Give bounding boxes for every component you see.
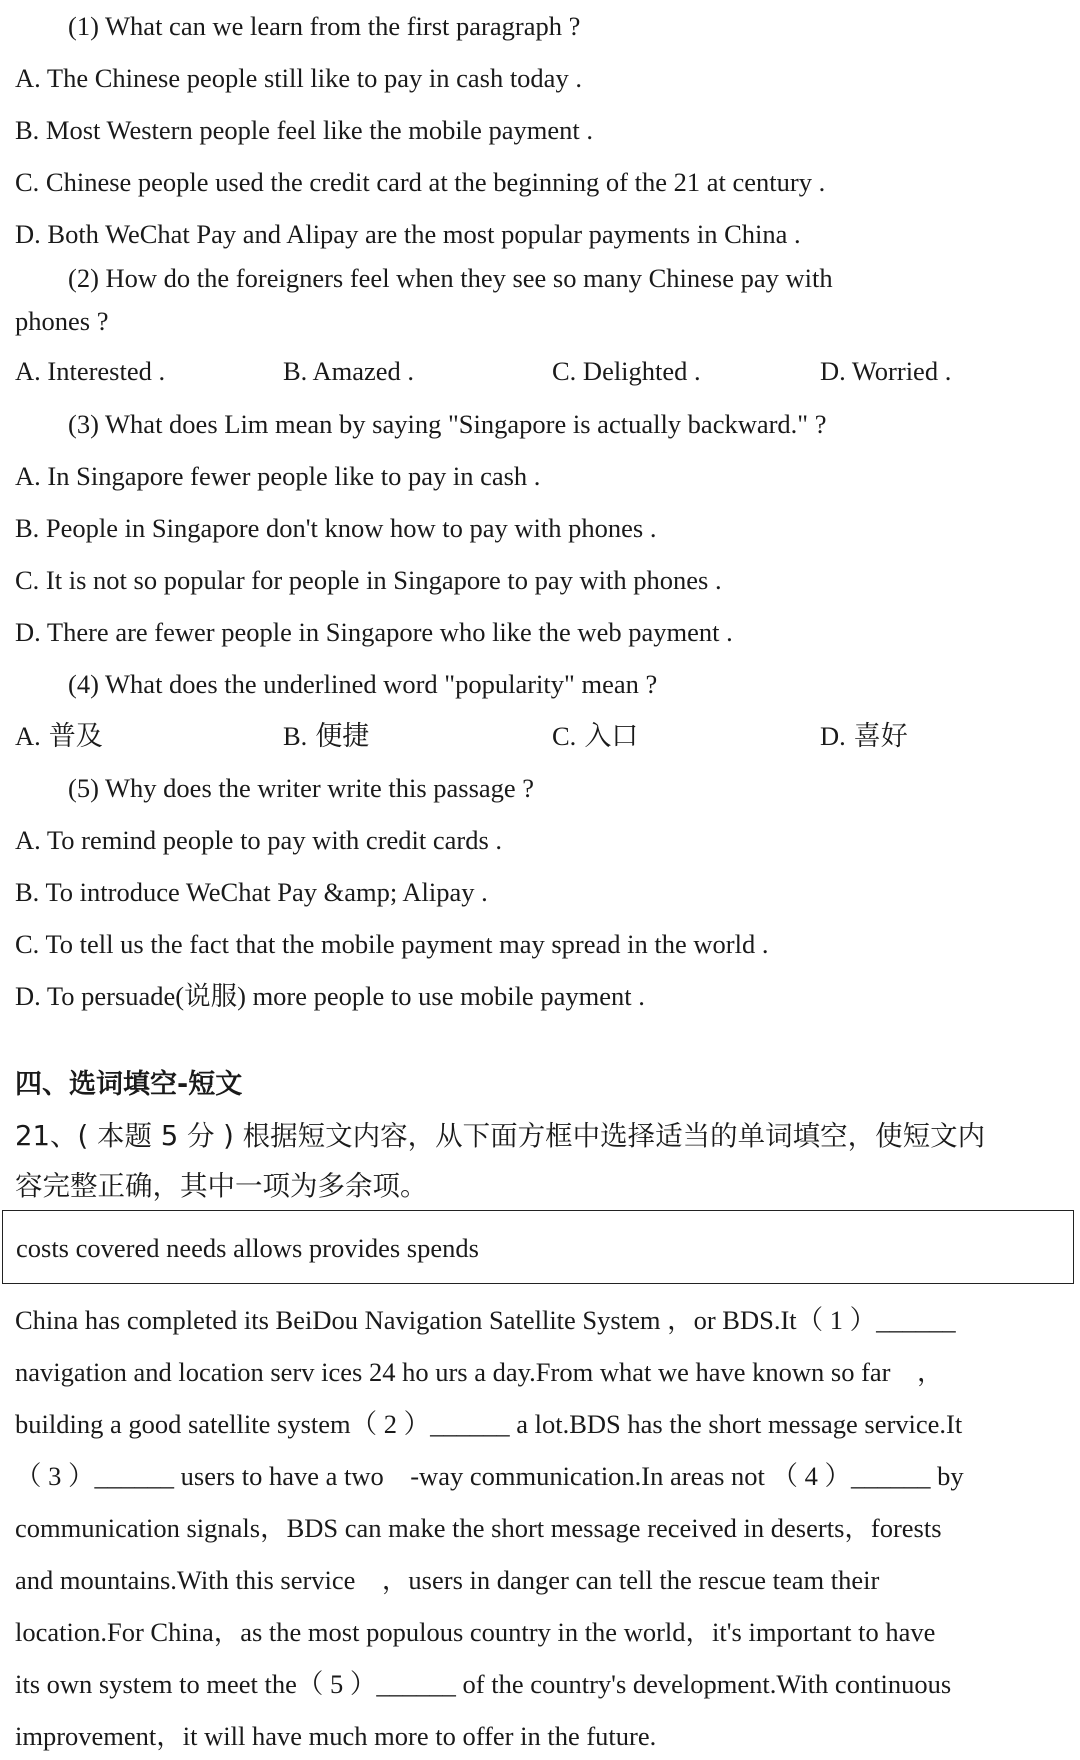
passage-line: and mountains.With this service ，users in danger can tell the rescue team their bbox=[15, 1565, 880, 1595]
option-text: 便捷 bbox=[315, 721, 370, 752]
passage-line: communication signals，BDS can make the short message received in deserts，forests bbox=[15, 1513, 942, 1543]
question-5-option-c: C. To tell us the fact that the mobile payment may spread in the world . bbox=[15, 929, 769, 959]
question-2-options bbox=[15, 355, 1080, 395]
question-1-option-a: A. The Chinese people still like to pay in cash today . bbox=[15, 63, 582, 93]
option-letter: B. bbox=[283, 721, 308, 751]
question-2-option-d: D. Worried . bbox=[820, 356, 952, 386]
question-2-option-c: C. Delighted . bbox=[552, 356, 701, 386]
question-4-option-a bbox=[15, 720, 103, 753]
passage-line: navigation and location serv ices 24 ho urs a day.From what we have known so far ， bbox=[15, 1357, 944, 1387]
question-5-option-a: A. To remind people to pay with credit cards . bbox=[15, 825, 503, 855]
question-2-stem: (2) How do the foreigners feel when they see so many Chinese pay with bbox=[68, 263, 833, 293]
section-instruction: 21、( 本题 5 分 ) 根据短文内容，从下面方框中选择适当的单词填空，使短文内 bbox=[15, 1120, 986, 1152]
question-1-stem: (1) What can we learn from the first paragraph ? bbox=[68, 11, 581, 41]
passage-line: location.For China，as the most populous country in the world，it's important to have bbox=[15, 1617, 936, 1647]
question-2-option-b: B. Amazed . bbox=[283, 356, 414, 386]
question-4-stem: (4) What does the underlined word "popularity" mean ? bbox=[68, 669, 658, 699]
option-letter: D. bbox=[820, 721, 846, 751]
question-5-option-d: D. To persuade(说服) more people to use mobile payment . bbox=[15, 981, 645, 1011]
option-letter: C. bbox=[552, 721, 577, 751]
option-text: 普及 bbox=[48, 721, 103, 752]
passage-line: improvement，it will have much more to offer in the future. bbox=[15, 1721, 657, 1751]
section-heading: 四、选词填空-短文 bbox=[15, 1069, 243, 1100]
question-3-option-b: B. People in Singapore don't know how to pay with phones . bbox=[15, 513, 657, 543]
passage-line: （ 3 ）______ users to have a two -way communication.In areas not （ 4 ）______ by bbox=[15, 1461, 964, 1491]
word-bank-words: costs covered needs allows provides spends bbox=[16, 1233, 479, 1263]
word-bank-box bbox=[2, 1210, 1074, 1284]
question-4-options bbox=[15, 720, 1080, 760]
question-2-stem-continued: phones ? bbox=[15, 306, 109, 336]
option-text: 喜好 bbox=[853, 721, 908, 752]
question-1-option-b: B. Most Western people feel like the mobile payment . bbox=[15, 115, 594, 145]
question-3-option-c: C. It is not so popular for people in Singapore to pay with phones . bbox=[15, 565, 722, 595]
question-5-stem: (5) Why does the writer write this passage ? bbox=[68, 773, 535, 803]
question-4-option-b bbox=[283, 720, 369, 753]
passage-line: China has completed its BeiDou Navigation Satellite System ，or BDS.It（ 1 ）______ bbox=[15, 1305, 956, 1335]
question-1-option-d: D. Both WeChat Pay and Alipay are the most popular payments in China . bbox=[15, 219, 801, 249]
question-3-stem: (3) What does Lim mean by saying "Singapore is actually backward." ? bbox=[68, 409, 827, 439]
question-3-option-a: A. In Singapore fewer people like to pay in cash . bbox=[15, 461, 541, 491]
section-instruction-continued: 容完整正确，其中一项为多余项。 bbox=[15, 1170, 428, 1202]
question-3-option-d: D. There are fewer people in Singapore who like the web payment . bbox=[15, 617, 733, 647]
passage-line: its own system to meet the（ 5 ）______ of the country's development.With continuous bbox=[15, 1669, 952, 1699]
question-5-option-b: B. To introduce WeChat Pay &amp; Alipay . bbox=[15, 877, 488, 907]
question-4-option-d bbox=[820, 720, 908, 753]
option-letter: A. bbox=[15, 721, 41, 751]
question-4-option-c bbox=[552, 720, 638, 753]
passage-line: building a good satellite system（ 2 ）______ a lot.BDS has the short message service.It bbox=[15, 1409, 963, 1439]
option-text: 入口 bbox=[584, 721, 639, 752]
question-2-option-a: A. Interested . bbox=[15, 356, 166, 386]
question-1-option-c: C. Chinese people used the credit card at the beginning of the 21 at century . bbox=[15, 167, 826, 197]
